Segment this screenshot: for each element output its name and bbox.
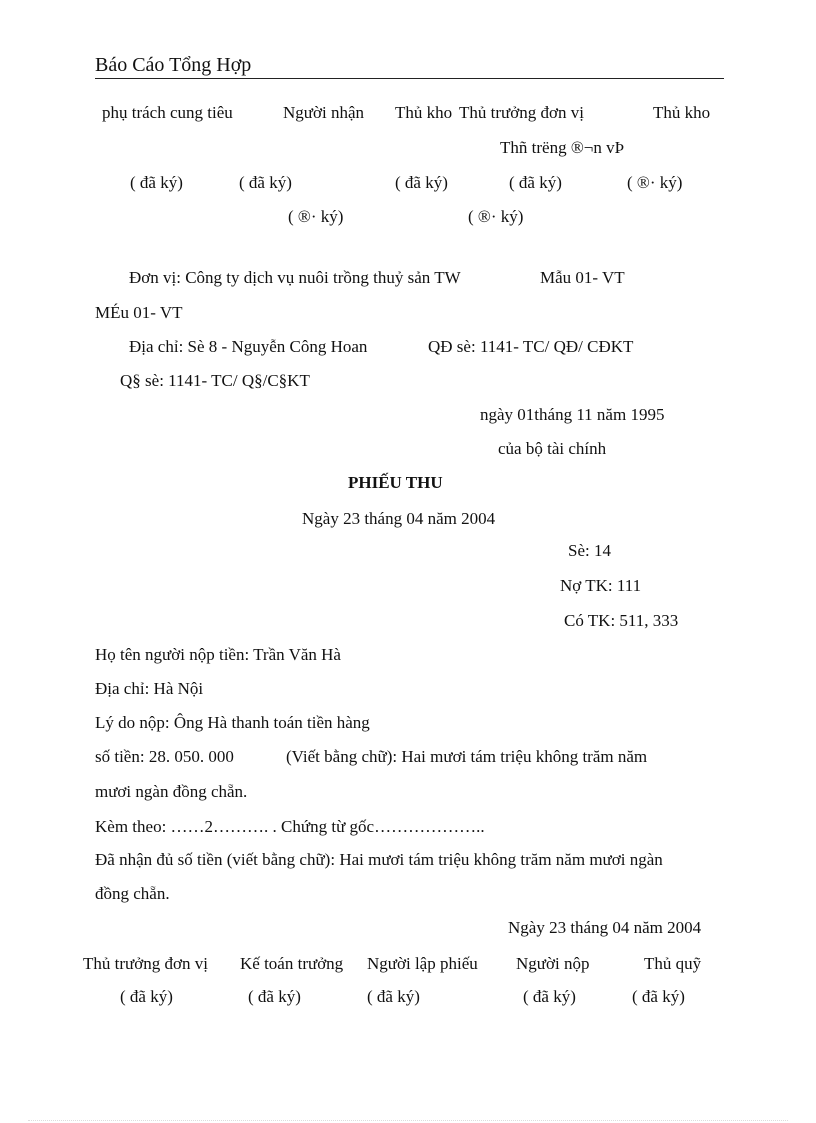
footer-role-cashier: Thủ quỹ: [644, 954, 702, 973]
role-storekeeper: Thủ kho: [395, 103, 453, 122]
signed-3: ( đã ký): [395, 173, 448, 192]
payer-address: Địa chỉ: Hà Nội: [95, 679, 204, 698]
footer-role-unit-head: Thủ trưởng đơn vị: [83, 954, 208, 973]
amount-words-2: mươi ngàn đồng chẵn.: [95, 782, 248, 801]
footer-role-preparer: Người lập phiếu: [367, 954, 478, 973]
role-unit-head-garbled: Thñ trëng ®¬n vÞ: [500, 138, 625, 157]
unit-address: Địa chỉ: Sè 8 - Nguyễn Công Hoan: [129, 337, 368, 356]
form-number: Mẫu 01- VT: [540, 268, 625, 287]
form-number-garbled: MÉu 01- VT: [95, 303, 183, 322]
footer-role-payer: Người nộp: [516, 954, 590, 973]
decision-date: ngày 01tháng 11 năm 1995: [480, 405, 665, 424]
received-words-1: Đã nhận đủ số tiền (viết bằng chữ): Hai mươi tám triệu không trăm năm mươi ngàn: [95, 850, 663, 869]
debit-account: Nợ TK: 111: [560, 576, 642, 595]
role-storekeeper-2: Thủ kho: [653, 103, 711, 122]
receipt-date: Ngày 23 tháng 04 năm 2004: [302, 509, 496, 528]
payer-name: Họ tên người nộp tiền: Trần Văn Hà: [95, 645, 341, 664]
signed-1: ( đã ký): [130, 173, 183, 192]
signed-5-garbled: ( ®· ký): [627, 173, 683, 192]
receipt-title: PHIẾU THU: [348, 473, 443, 492]
unit-name: Đơn vị: Công ty dịch vụ nuôi trồng thuỷ sản TW: [129, 268, 461, 287]
amount: số tiền: 28. 050. 000: [95, 747, 234, 766]
signed-6-garbled: ( ®· ký): [288, 207, 344, 226]
receipt-number: Sè: 14: [568, 541, 611, 560]
role-unit-head: Thủ trưởng đơn vị: [459, 103, 584, 122]
page-bottom-dotted-line: [28, 1120, 788, 1121]
received-words-2: đồng chẵn.: [95, 884, 170, 903]
footer-signed-2: ( đã ký): [248, 987, 301, 1006]
decision-number-garbled: Q§ sè: 1141- TC/ Q§/C§KT: [120, 371, 310, 390]
signed-7-garbled: ( ®· ký): [468, 207, 524, 226]
header-rule: [95, 78, 724, 79]
report-header-title: Báo Cáo Tổng Hợp: [95, 54, 252, 76]
role-receiver: Người nhận: [283, 103, 364, 122]
footer-signed-3: ( đã ký): [367, 987, 420, 1006]
footer-date: Ngày 23 tháng 04 năm 2004: [508, 918, 702, 937]
payment-reason: Lý do nộp: Ông Hà thanh toán tiền hàng: [95, 713, 370, 732]
role-procurement: phụ trách cung tiêu: [102, 103, 233, 122]
footer-signed-1: ( đã ký): [120, 987, 173, 1006]
decision-number: QĐ sè: 1141- TC/ QĐ/ CĐKT: [428, 337, 634, 356]
signed-2: ( đã ký): [239, 173, 292, 192]
credit-account: Có TK: 511, 333: [564, 611, 679, 630]
footer-signed-5: ( đã ký): [632, 987, 685, 1006]
amount-words-1: (Viết bằng chữ): Hai mươi tám triệu không trăm năm: [286, 747, 648, 766]
ministry: của bộ tài chính: [498, 439, 607, 458]
footer-role-chief-accountant: Kế toán trưởng: [240, 954, 344, 973]
footer-signed-4: ( đã ký): [523, 987, 576, 1006]
attachments: Kèm theo: ……2………. . Chứng từ gốc………………..: [95, 817, 485, 836]
signed-4: ( đã ký): [509, 173, 562, 192]
